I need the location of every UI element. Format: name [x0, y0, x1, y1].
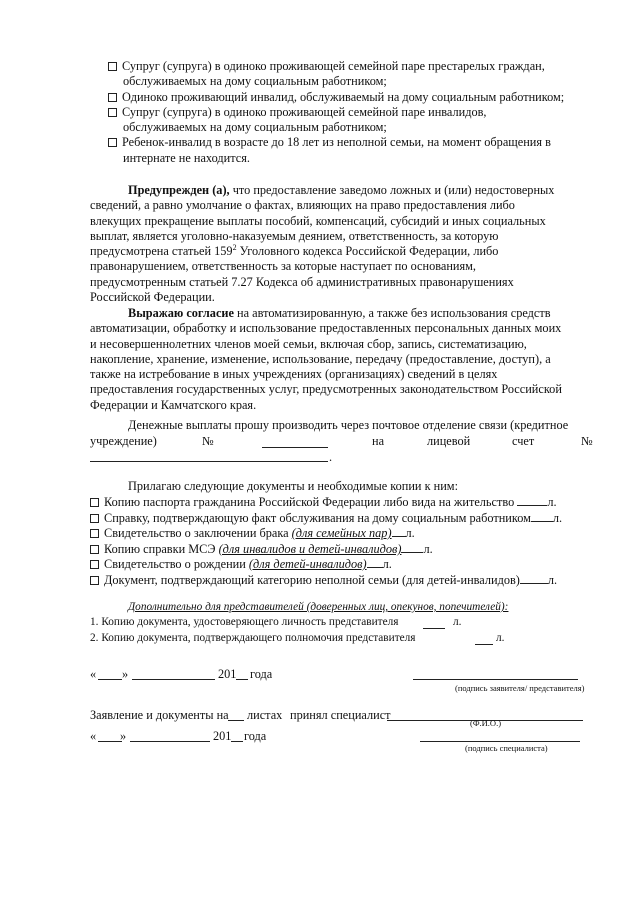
pages-field[interactable]	[531, 511, 553, 522]
year-suffix: года	[250, 667, 273, 681]
month-field[interactable]	[132, 679, 215, 680]
checkbox[interactable]	[108, 62, 117, 71]
checkbox[interactable]	[108, 108, 117, 117]
warning-paragraph: Предупрежден (а), что предоставление заведомо ложных и (или) недостоверных сведений, а равно умолчание о фактах, влияющих на право предоставления либо влекущих прекращение выплаты пособий, компенсаций, субсидий и иных социальных выплат, является уголовно-наказуемым деянием, ответственность, за которую предусмотрена статьей $159^2$ Уголовного кодекса Российской Федерации, либо правонарушением, ответственность за которые наступает по основаниям, предусмотренным статьей 7.27 Кодекса об административных правонарушениях Российской Федерации.	[90, 183, 555, 305]
category-item-cont: обслуживаемых на дому социальным работником;	[123, 74, 387, 89]
category-item-cont: обслуживаемых на дому социальным работником;	[123, 120, 387, 135]
category-list	[108, 59, 596, 166]
date-close-quote: »	[122, 667, 129, 681]
pages-field[interactable]	[401, 542, 423, 553]
attachment-item: Справку, подтверждающую факт обслуживания на дому социальным работником л.	[90, 511, 562, 526]
category-item: Ребенок-инвалид в возрасте до 18 лет из неполной семьи, на момент обращения в	[108, 135, 596, 150]
representative-item: 2. Копию документа, подтверждающего полномочия представителя	[90, 632, 416, 644]
payment-personal-label: лицевой	[427, 434, 471, 448]
attachment-item: Свидетельство о заключении брака (для семейных пар) л.	[90, 526, 415, 541]
date-open-quote: «	[90, 667, 97, 681]
specialist-name-caption: (Ф.И.О.)	[470, 718, 502, 728]
applicant-signature-caption: (подпись заявителя/ представителя)	[455, 683, 585, 693]
attachment-item: Документ, подтверждающий категорию неполной семьи (для детей-инвалидов) л.	[90, 573, 557, 588]
payment-institution-label: учреждение)	[90, 434, 157, 448]
year-field[interactable]	[236, 679, 248, 680]
account-period: .	[329, 450, 333, 464]
checkbox[interactable]	[90, 529, 99, 538]
attachment-item: Копию паспорта гражданина Российской Федерации либо вида на жительство л.	[90, 495, 557, 510]
pages-field[interactable]	[392, 526, 406, 537]
category-item: Одиноко проживающий инвалид, обслуживаемый на дому социальным работником;	[108, 90, 596, 105]
consent-lead: Выражаю согласие	[128, 306, 234, 320]
specialist-signature-caption: (подпись специалиста)	[465, 743, 548, 753]
acceptance-text-b: листах	[247, 708, 283, 722]
warning-lead: Предупрежден (а),	[128, 183, 230, 197]
institution-number-field[interactable]	[262, 447, 328, 448]
day-field[interactable]	[98, 741, 122, 742]
specialist-signature-field[interactable]	[420, 741, 580, 742]
year-prefix: 201	[213, 729, 232, 743]
checkbox[interactable]	[90, 560, 99, 569]
day-field[interactable]	[98, 679, 122, 680]
date-open-quote: «	[90, 729, 97, 743]
year-field[interactable]	[231, 741, 243, 742]
checkbox[interactable]	[90, 545, 99, 554]
pages-field[interactable]	[520, 573, 548, 584]
applicant-signature-field[interactable]	[413, 679, 578, 680]
date-close-quote: »	[120, 729, 127, 743]
sheets-count-field[interactable]	[228, 720, 244, 721]
payment-account-label: счет	[512, 434, 535, 448]
pages-field[interactable]	[367, 557, 383, 568]
payment-number-sign-2: №	[581, 434, 593, 448]
checkbox[interactable]	[90, 514, 99, 523]
account-number-field[interactable]	[90, 461, 328, 462]
category-item: Супруг (супруга) в одиноко проживающей семейной паре инвалидов,	[108, 105, 596, 120]
payment-line-1: Денежные выплаты прошу производить через почтовое отделение связи (кредитное	[128, 418, 569, 432]
checkbox[interactable]	[108, 138, 117, 147]
month-field[interactable]	[130, 741, 210, 742]
category-item: Супруг (супруга) в одиноко проживающей семейной паре престарелых граждан,	[108, 59, 596, 74]
checkbox[interactable]	[108, 93, 117, 102]
year-suffix: года	[244, 729, 267, 743]
acceptance-text-c: принял специалист	[290, 708, 391, 722]
category-item-cont: интернате не находится.	[123, 150, 250, 165]
application-form-page: Супруг (супруга) в одиноко проживающей семейной паре престарелых граждан, обслуживаемых на дому социальным работником; Одиноко проживающий инвалид, обслуживаемый на дому социальным работником; Супруг (супруга) в одиноко проживающей семейной паре инвалидов, обслуживаемых на дому социальным работником; Ребенок-инвалид в возрасте до 18 лет из неполной семьи, на момент обращения в интернате не находится. Предупрежден (а), что предоставление заведомо ложных и (или) недостоверных сведений, а равно умолчание о фактах, влияющих на право предоставления либо влекущих прекращение выплаты пособий, компенсаций, субсидий и иных социальных выплат, является уголовно-наказуемым деянием, ответственность, за которую предусмотрена статьей $159^2$ Уголовного кодекса Российской Федерации, либо правонарушением, ответственность за которые наступает по основаниям, предусмотренным статьей 7.27 Кодекса об административных правонарушениях Российской Федерации. Выражаю согласие на автоматизированную, а также без использования средств автоматизации, обработку и использование предоставленных персональных данных моих и несовершеннолетних членов моей семьи, включая сбор, запись, систематизацию, накопление, хранение, изменение, использование, передачу (предоставление, доступ), а также на истребование в иных учреждениях (организациях) сведений в целях предоставления государственных услуг, предусмотренных законодательством Российской Федерации и Камчатского края. Денежные выплаты прошу производить через почтовое отделение связи (кредитное учреждение) № на лицевой счет № . Прилагаю следующие документы и необходимые копии к ним: Копию паспорта гражданина Российской Федерации либо вида на жительство л. Справку, подтверждающую факт обслуживания на дому социальным работником л. Свидетельство о заключении брака (для семейных пар) л. Копию справки МСЭ (для инвалидов и детей-инвалидов) л. Свидетельство о рождении (для детей-инвалидов) л. Документ, подтверждающий категорию неполной семьи (для детей-инвалидов) л. Дополнительно для представителей (доверенных лиц, опекунов, попечителей): 1. Копию документа, удостоверяющего личность представителя л. 2. Копию документа, подтверждающего полномочия представителя л. « » 201 года (подпись заявителя/ представителя) Заявление и документы на листах принял специалист (Ф.И.О.) « » 201 года (подпись специалиста)	[0, 0, 640, 905]
pages-field[interactable]	[475, 644, 493, 645]
attachment-item: Свидетельство о рождении (для детей-инвалидов) л.	[90, 557, 392, 572]
representative-item: 1. Копию документа, удостоверяющего личность представителя	[90, 616, 399, 628]
acceptance-text-a: Заявление и документы на	[90, 708, 229, 722]
payment-number-sign: №	[202, 434, 214, 448]
pages-field[interactable]	[423, 628, 445, 629]
representatives-heading: Дополнительно для представителей (доверенных лиц, опекунов, попечителей):	[128, 601, 509, 613]
payment-on-label: на	[372, 434, 385, 448]
pages-field[interactable]	[517, 495, 547, 506]
attachment-item: Копию справки МСЭ (для инвалидов и детей-инвалидов) л.	[90, 542, 433, 557]
checkbox[interactable]	[90, 498, 99, 507]
consent-paragraph: Выражаю согласие на автоматизированную, а также без использования средств автоматизации, обработку и использование предоставленных персональных данных моих и несовершеннолетних членов моей семьи, включая сбор, запись, систематизацию, накопление, хранение, изменение, использование, передачу (предоставление, доступ), а также на истребование в иных учреждениях (организациях) сведений в целях предоставления государственных услуг, предусмотренных законодательством Российской Федерации и Камчатского края.	[90, 306, 562, 412]
checkbox[interactable]	[90, 576, 99, 585]
attachments-intro: Прилагаю следующие документы и необходимые копии к ним:	[128, 479, 458, 493]
year-prefix: 201	[218, 667, 237, 681]
